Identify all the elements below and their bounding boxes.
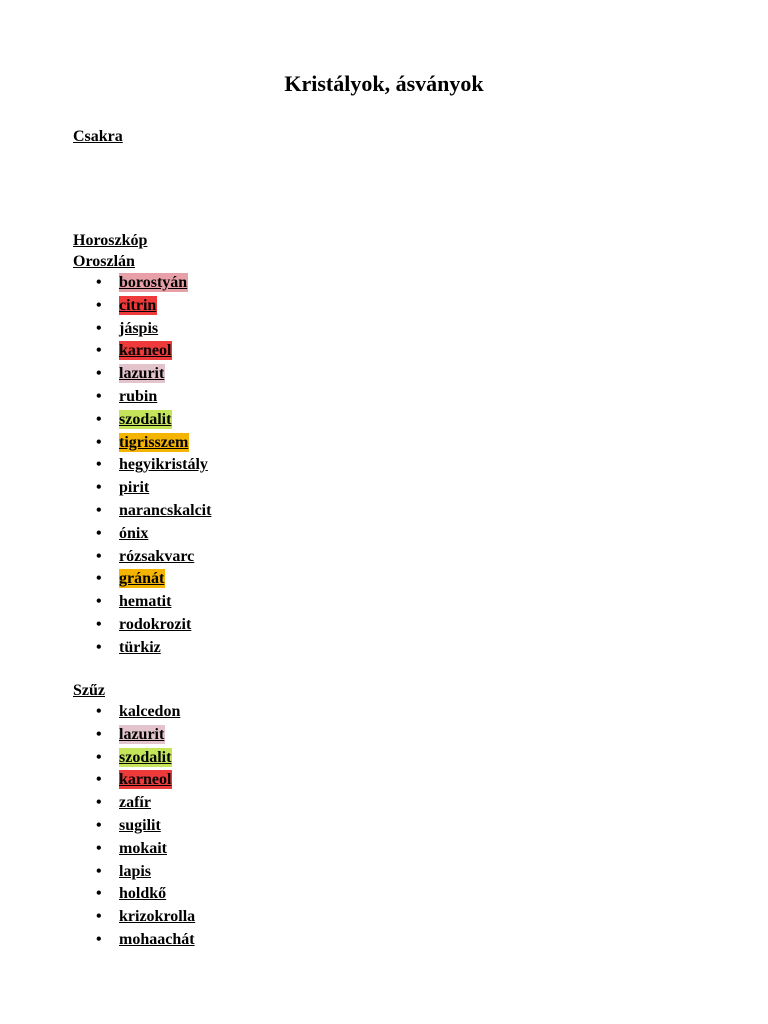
stone-link[interactable]: türkiz [119,638,161,656]
bullet-icon: • [96,816,102,834]
bullet-icon: • [96,433,102,451]
stone-link[interactable]: sugilit [119,816,161,834]
bullet-icon: • [96,296,102,314]
stone-link[interactable]: rodokrozit [119,615,192,633]
bullet-icon: • [96,342,102,360]
stone-link[interactable]: citrin [119,296,157,314]
bullet-icon: • [96,771,102,789]
bullet-icon: • [96,274,102,291]
bullet-icon: • [96,725,102,743]
stone-link[interactable]: lazurit [119,725,165,743]
stone-link[interactable]: lapis [119,862,152,880]
bullet-icon: • [96,615,102,633]
stone-link[interactable]: lazurit [119,365,165,383]
stone-link[interactable]: rózsakvarc [119,547,195,565]
bullet-icon: • [96,479,102,497]
stone-link[interactable]: tigrisszem [119,433,189,451]
stone-link[interactable]: karneol [119,342,172,360]
bullet-icon: • [96,387,102,405]
bullet-icon: • [96,930,102,948]
stone-link[interactable]: krizokrolla [119,908,196,926]
bullet-icon: • [96,885,102,903]
stone-link[interactable]: mokait [119,839,167,857]
bullet-icon: • [96,703,102,720]
bullet-icon: • [96,839,102,857]
bullet-icon: • [96,794,102,812]
stone-link[interactable]: pirit [119,479,150,497]
stone-link[interactable]: mohaachát [119,930,195,948]
heading-szuz[interactable]: Szűz [73,682,105,699]
stone-link[interactable]: holdkő [119,885,167,903]
page-title: Kristályok, ásványok [284,71,484,96]
bullet-icon: • [96,365,102,383]
bullet-icon: • [96,319,102,337]
stone-link[interactable]: kalcedon [119,703,181,720]
stone-link[interactable]: borostyán [119,274,188,291]
heading-csakra[interactable]: Csakra [73,128,123,145]
stone-link[interactable]: gránát [119,570,165,588]
bullet-icon: • [96,862,102,880]
stone-link[interactable]: hematit [119,593,172,611]
bullet-icon: • [96,501,102,519]
stone-link[interactable]: karneol [119,771,172,789]
bullet-icon: • [96,570,102,588]
bullet-icon: • [96,593,102,611]
stone-link[interactable]: rubin [119,387,158,405]
bullet-icon: • [96,547,102,565]
stone-link[interactable]: zafír [119,794,151,812]
stone-link[interactable]: ónix [119,524,149,542]
heading-oroszlan[interactable]: Oroszlán [73,253,135,270]
stone-link[interactable]: hegyikristály [119,456,208,474]
bullet-icon: • [96,524,102,542]
bullet-icon: • [96,908,102,926]
stone-link[interactable]: narancskalcit [119,501,212,519]
heading-horoszkop[interactable]: Horoszkóp [73,232,148,249]
stone-link[interactable]: szodalit [119,410,172,428]
bullet-icon: • [96,638,102,656]
bullet-icon: • [96,748,102,766]
bullet-icon: • [96,456,102,474]
stone-link[interactable]: szodalit [119,748,172,766]
bullet-icon: • [96,410,102,428]
stone-link[interactable]: jáspis [119,319,159,337]
